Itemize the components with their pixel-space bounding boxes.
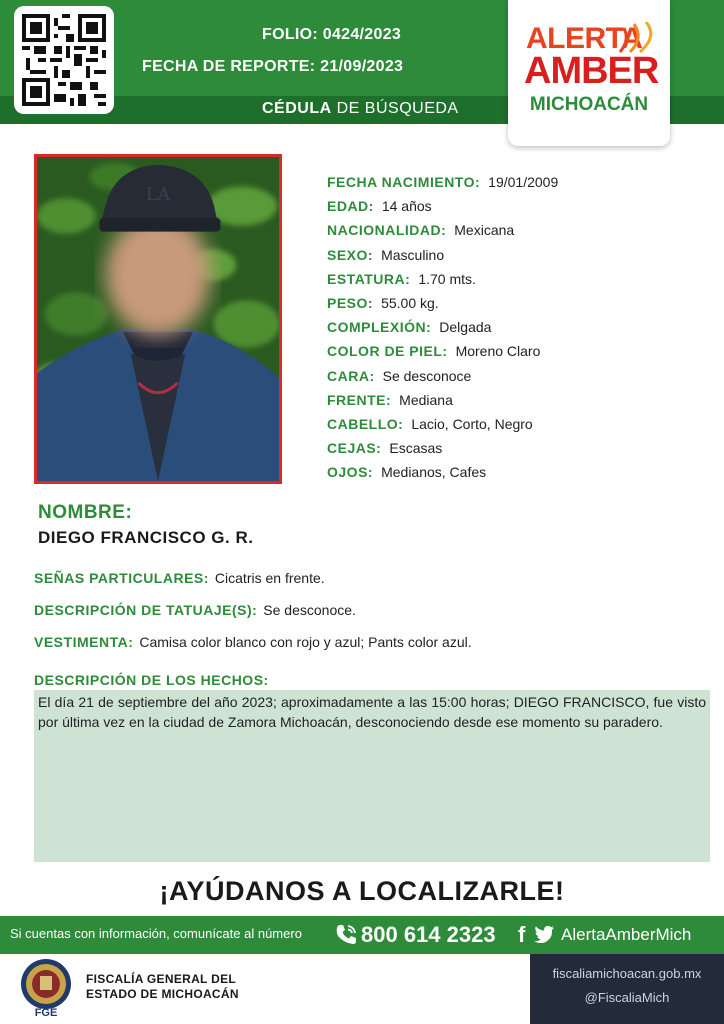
call-to-action: ¡AYÚDANOS A LOCALIZARLE! — [159, 876, 565, 906]
person-info-list — [327, 174, 558, 488]
info-label: EDAD: — [327, 198, 374, 215]
contact-text: Si cuentas con información, comunícate al número — [10, 926, 302, 941]
info-value: Lacio, Corto, Negro — [411, 415, 533, 432]
social-handle[interactable]: AlertaAmberMich — [561, 925, 692, 944]
qr-code[interactable] — [14, 6, 114, 114]
footer-left — [0, 954, 530, 1024]
phone-icon — [334, 923, 358, 947]
info-row — [327, 222, 558, 246]
info-row — [327, 416, 558, 440]
info-row — [327, 464, 558, 488]
info-label: CEJAS: — [327, 440, 382, 457]
info-row — [327, 319, 558, 343]
distinguishing-marks — [34, 570, 325, 586]
folio-number: FOLIO: 0424/2023 — [262, 26, 402, 43]
person-photo-image — [37, 157, 279, 481]
info-row — [327, 295, 558, 319]
info-label: PESO: — [327, 294, 374, 311]
info-value: Moreno Claro — [455, 343, 541, 360]
document-title — [262, 100, 459, 118]
info-row — [327, 271, 558, 295]
info-row — [327, 392, 558, 416]
facts-description: El día 21 de septiembre del año 2023; aproximadamente a las 15:00 horas; DIEGO FRANCISCO, fue visto por última vez en la ciudad de Zamora Michoacán, desconociendo desde ese momento su paradero. — [34, 690, 710, 862]
info-value: Delgada — [439, 319, 492, 336]
fge-emblem-text: FGE — [34, 1007, 58, 1018]
twitter-handle[interactable]: @FiscaliaMich — [584, 990, 670, 1005]
prosecutor-name — [86, 972, 239, 1002]
qr-code-icon — [22, 14, 106, 106]
info-row — [327, 368, 558, 392]
fge-emblem-icon — [18, 958, 74, 1018]
info-label: ESTATURA: — [327, 270, 411, 287]
footer-right — [530, 954, 724, 1024]
info-row — [327, 440, 558, 464]
twitter-icon[interactable] — [534, 925, 554, 943]
alerta-amber-logo — [508, 0, 670, 146]
clothing-description-value: Camisa color blanco con rojo y azul; Pants color azul. — [139, 634, 472, 650]
info-value: 55.00 kg. — [381, 294, 439, 311]
info-row — [327, 343, 558, 367]
phone-number[interactable]: 800 614 2323 — [361, 922, 496, 947]
prosecutor-name-line1: FISCALÍA GENERAL DEL — [86, 972, 237, 986]
info-value: Mexicana — [454, 222, 515, 239]
distinguishing-marks-label: SEÑAS PARTICULARES: — [34, 570, 209, 586]
name-label: NOMBRE: — [38, 502, 133, 523]
website-link[interactable]: fiscaliamichoacan.gob.mx — [552, 966, 702, 981]
tattoo-description-label: DESCRIPCIÓN DE TATUAJE(S): — [34, 602, 258, 618]
facebook-icon[interactable]: f — [518, 922, 526, 947]
info-row — [327, 247, 558, 271]
info-value: Se desconoce — [382, 367, 472, 384]
distinguishing-marks-value: Cicatris en frente. — [214, 570, 325, 586]
logo-alerta-text: ALERTA — [526, 22, 643, 55]
info-label: NACIONALIDAD: — [327, 222, 447, 239]
info-value: 1.70 mts. — [418, 270, 476, 287]
clothing-description-label: VESTIMENTA: — [34, 634, 134, 650]
logo-michoacan-text: MICHOACÁN — [529, 94, 649, 115]
info-value: Mediana — [399, 391, 453, 408]
missing-person-photo — [34, 154, 282, 484]
tattoo-description — [34, 602, 356, 618]
document-title-bold: CÉDULA — [262, 100, 332, 117]
info-label: COLOR DE PIEL: — [327, 343, 448, 360]
info-value: 14 años — [381, 198, 432, 215]
svg-text:LA: LA — [145, 185, 171, 206]
report-date: FECHA DE REPORTE: 21/09/2023 — [142, 58, 404, 75]
facts-label: DESCRIPCIÓN DE LOS HECHOS: — [34, 672, 269, 688]
info-value: 19/01/2009 — [488, 174, 559, 190]
info-label: OJOS: — [327, 464, 374, 481]
logo-amber-text: AMBER — [524, 50, 659, 92]
info-label: CARA: — [327, 367, 375, 384]
info-row — [327, 174, 558, 198]
tattoo-description-value: Se desconoce. — [263, 602, 356, 618]
document-title-rest: DE BÚSQUEDA — [331, 100, 459, 117]
info-label: FRENTE: — [327, 391, 392, 408]
info-label: COMPLEXIÓN: — [327, 319, 432, 336]
prosecutor-name-line2: ESTADO DE MICHOACÁN — [86, 987, 239, 1001]
clothing-description — [34, 634, 472, 650]
info-label: FECHA NACIMIENTO: — [327, 174, 481, 190]
info-value: Medianos, Cafes — [381, 464, 487, 481]
info-label: SEXO: — [327, 246, 374, 263]
info-value: Masculino — [381, 246, 445, 263]
contact-bar — [0, 916, 724, 954]
person-name: DIEGO FRANCISCO G. R. — [38, 528, 254, 547]
info-value: Escasas — [389, 440, 443, 457]
info-row — [327, 198, 558, 222]
info-label: CABELLO: — [327, 415, 404, 432]
